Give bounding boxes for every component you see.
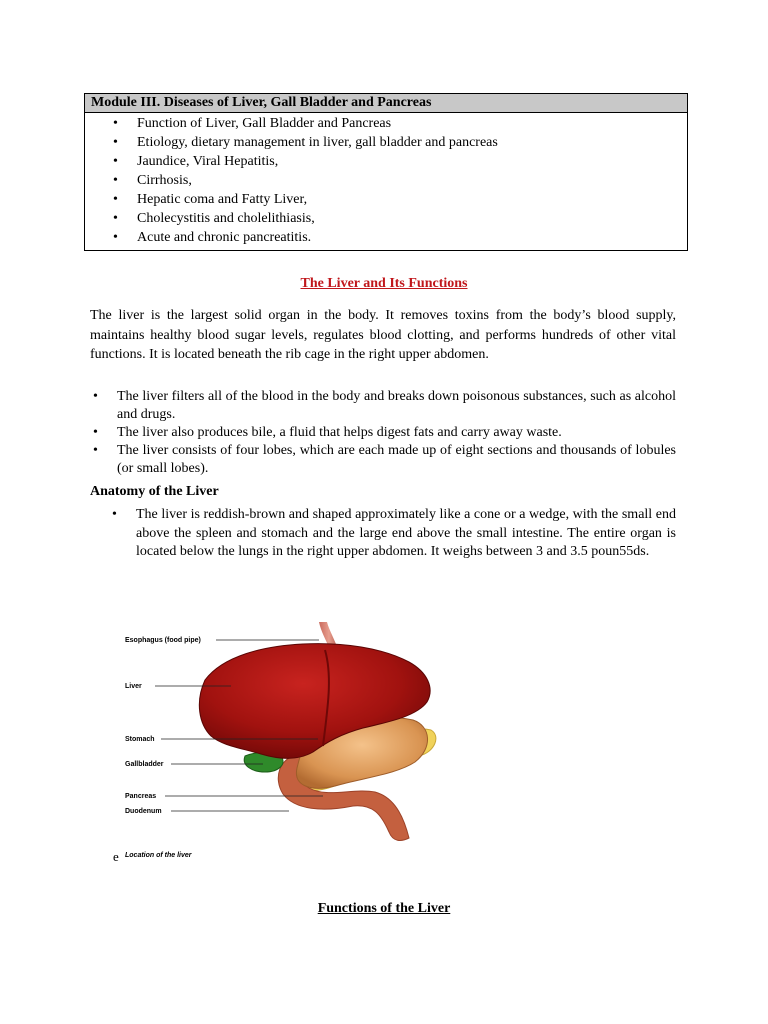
section-heading-liver-functions: The Liver and Its Functions: [300, 276, 468, 291]
liver-fact-item: • The liver filters all of the blood in the body and breaks down poisonous substances, such as alcohol and drugs.: [90, 388, 676, 424]
liver-facts-list: [90, 388, 676, 478]
module-topic-item: • Cirrhosis,: [85, 171, 687, 190]
label-liver: Liver: [125, 683, 142, 690]
intro-paragraph: The liver is the largest solid organ in the body. It removes toxins from the body’s blood supply, maintains healthy blood sugar levels, regulates blood clotting, and performs hundreds of other vital functions. It is located beneath the rib cage in the right upper abdomen.: [90, 308, 676, 362]
anatomy-item: • The liver is reddish-brown and shaped approximately like a cone or a wedge, with the small end above the spleen and stomach and the large end above the small intestine. The entire organ is located below the lungs in the right upper abdomen. It weighs between 3 and 3.5 poun55ds.: [90, 506, 676, 562]
anatomy-heading: Anatomy of the Liver: [90, 484, 219, 499]
anatomy-list: [90, 506, 676, 562]
label-duodenum: Duodenum: [125, 808, 162, 815]
module-topic-item: • Jaundice, Viral Hepatitis,: [85, 152, 687, 171]
figure-caption: Location of the liver: [125, 852, 192, 859]
figure-caption-prefix: e: [113, 849, 119, 864]
module-title: Module III. Diseases of Liver, Gall Bladder and Pancreas: [85, 94, 687, 113]
liver-fact-item: • The liver consists of four lobes, which are each made up of eight sections and thousands of lobules (or small lobes).: [90, 442, 676, 478]
module-topic-item: • Cholecystitis and cholelithiasis,: [85, 209, 687, 228]
module-topic-list: [85, 113, 687, 250]
liver-anatomy-figure: [113, 618, 441, 868]
module-topic-item: • Etiology, dietary management in liver, gall bladder and pancreas: [85, 133, 687, 152]
module-box: [84, 93, 688, 251]
label-esophagus: Esophagus (food pipe): [125, 637, 201, 644]
label-stomach: Stomach: [125, 736, 155, 743]
label-gallbladder: Gallbladder: [125, 761, 164, 768]
module-topic-item: • Acute and chronic pancreatitis.: [85, 228, 687, 247]
label-pancreas: Pancreas: [125, 793, 157, 800]
liver-fact-item: • The liver also produces bile, a fluid that helps digest fats and carry away waste.: [90, 424, 676, 442]
module-topic-item: • Function of Liver, Gall Bladder and Pancreas: [85, 114, 687, 133]
section-heading-functions: Functions of the Liver: [317, 901, 451, 916]
module-topic-item: • Hepatic coma and Fatty Liver,: [85, 190, 687, 209]
